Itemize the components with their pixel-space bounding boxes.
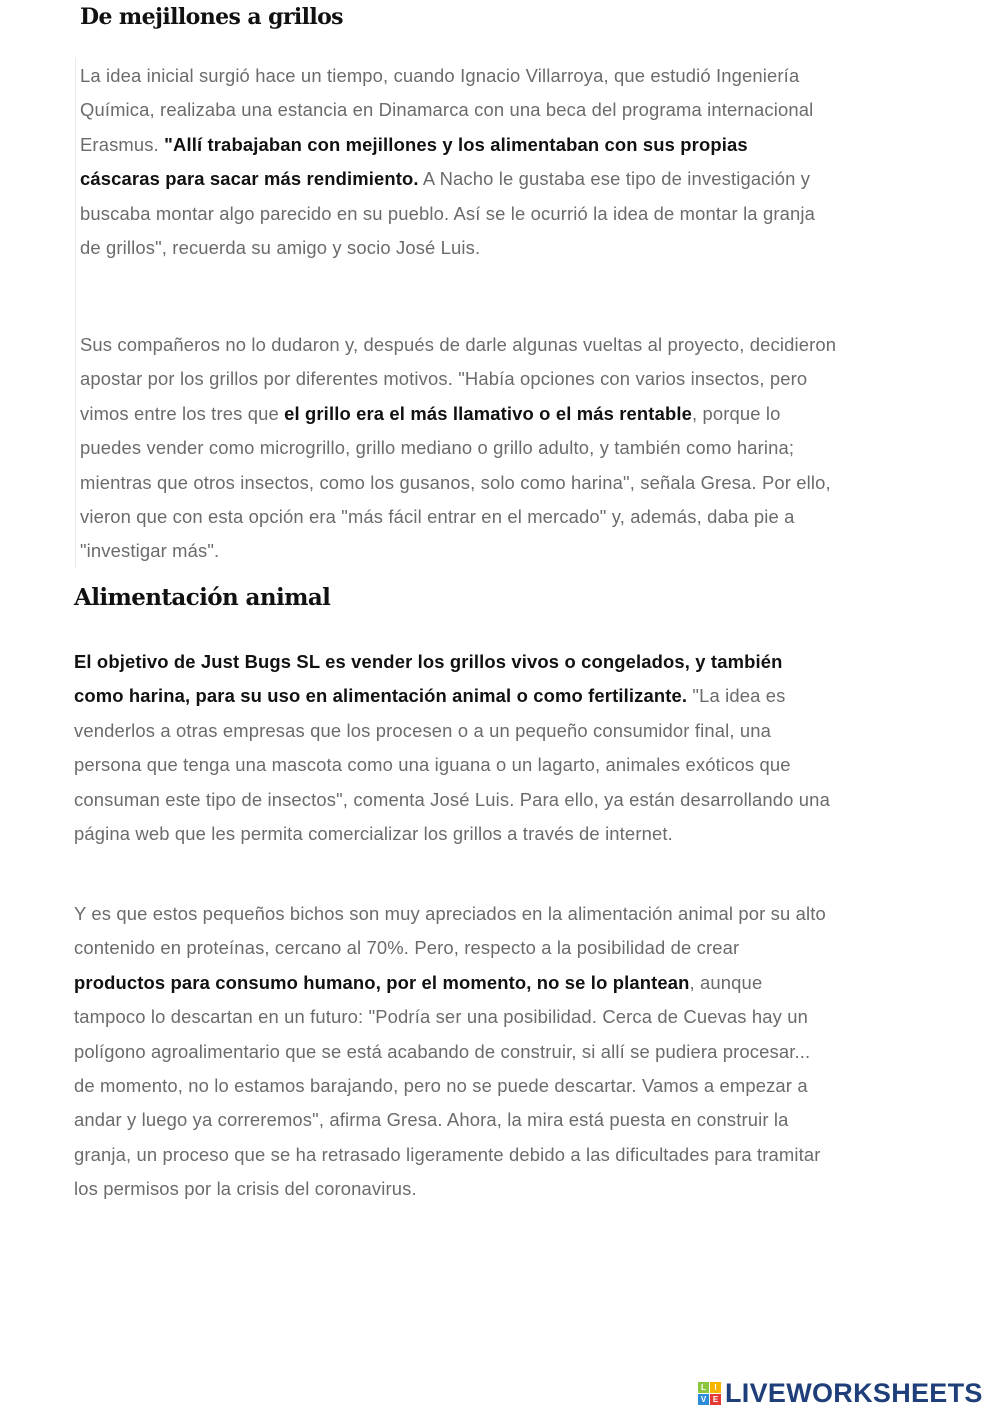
bold-text: "Allí trabajaban con mejillones y los alimentaban con sus propias (164, 133, 748, 155)
text-line (80, 397, 836, 431)
logo-text: LIVEWORKSHEETS (725, 1378, 983, 1408)
logo-block: L (698, 1382, 709, 1393)
text-line (74, 1000, 826, 1034)
body-text: Sus compañeros no lo dudaron y, después de darle algunas vueltas al proyecto, decidieron (80, 334, 837, 355)
bold-text: productos para consumo humano, por el momento, no se lo plantean (74, 971, 690, 993)
text-line (74, 1069, 826, 1103)
text-line (80, 500, 836, 534)
text-line (74, 714, 830, 748)
text-line (80, 128, 815, 162)
paragraph (80, 328, 836, 569)
body-text: apostar por los grillos por diferentes motivos. "Había opciones con varios insectos, pero (80, 368, 808, 390)
text-line (74, 966, 826, 1000)
text-line (74, 1172, 826, 1206)
text-line (80, 93, 815, 127)
paragraph (74, 897, 826, 1207)
section-heading: Alimentación animal (74, 584, 331, 611)
body-text: vieron que con esta opción era "más fácil entrar en el mercado" y, además, daba pie a (80, 505, 795, 527)
text-line (80, 362, 836, 396)
text-line (80, 328, 836, 362)
text-line (80, 197, 815, 231)
body-text: de grillos", recuerda su amigo y socio José Luis. (80, 236, 481, 258)
body-text: La idea inicial surgió hace un tiempo, cuando Ignacio Villarroya, que estudió Ingeniería (80, 65, 800, 86)
text-line (80, 162, 815, 196)
bold-text: como harina, para su uso en alimentación animal o como fertilizante. (74, 685, 688, 707)
text-line (80, 466, 836, 500)
body-text: "investigar más". (80, 540, 220, 562)
body-text: Erasmus. (80, 133, 165, 155)
body-text: mientras que otros insectos, como los gusanos, solo como harina", señala Gresa. Por ello, (80, 471, 831, 493)
text-line (74, 679, 830, 713)
text-line (74, 1103, 826, 1137)
body-text: Y es que estos pequeños bichos son muy apreciados en la alimentación animal por su alto (74, 903, 826, 924)
body-text: puedes vender como microgrillo, grillo mediano o grillo adulto, y también como harina; (80, 437, 795, 459)
text-line (74, 783, 830, 817)
paragraph (74, 645, 830, 851)
liveworksheets-logo (698, 1378, 983, 1409)
body-text: polígono agroalimentario que se está acabando de construir, si allí se pudiera procesar... (74, 1040, 811, 1062)
body-text: persona que tenga una mascota como una iguana o un lagarto, animales exóticos que (74, 754, 791, 776)
body-text: , aunque (689, 971, 763, 993)
text-line (80, 431, 836, 465)
logo-block: E (710, 1394, 721, 1405)
body-text: A Nacho le gustaba ese tipo de investigación y (418, 168, 811, 190)
body-text: buscaba montar algo parecido en su pueblo. Así se le ocurrió la idea de montar la granja (80, 202, 815, 224)
text-line (74, 897, 826, 931)
text-line (74, 645, 830, 679)
body-text: venderlos a otras empresas que los procesen o a un pequeño consumidor final, una (74, 719, 771, 741)
text-line (80, 59, 815, 93)
bold-text: cáscaras para sacar más rendimiento. (80, 168, 419, 190)
text-line (74, 931, 826, 965)
body-text: , porque lo (691, 402, 781, 424)
text-line (74, 817, 830, 851)
text-line (74, 748, 830, 782)
body-text: granja, un proceso que se ha retrasado ligeramente debido a las dificultades para tramitar (74, 1143, 821, 1165)
paragraph (80, 59, 815, 265)
body-text: de momento, no lo estamos barajando, pero no se puede descartar. Vamos a empezar a (74, 1074, 808, 1096)
text-line (74, 1138, 826, 1172)
body-text: tampoco lo descartan en un futuro: "Podría ser una posibilidad. Cerca de Cuevas hay un (74, 1006, 809, 1028)
body-text: los permisos por la crisis del coronavirus. (74, 1178, 417, 1200)
body-text: "La idea es (687, 685, 786, 707)
body-text: página web que les permita comercializar los grillos a través de internet. (74, 822, 673, 844)
section-heading: De mejillones a grillos (80, 4, 343, 30)
text-line (74, 1035, 826, 1069)
quote-border (75, 58, 76, 568)
body-text: contenido en proteínas, cercano al 70%. Pero, respecto a la posibilidad de crear (74, 937, 740, 959)
bold-text: El objetivo de Just Bugs SL es vender los grillos vivos o congelados, y también (74, 651, 783, 672)
bold-text: el grillo era el más llamativo o el más rentable (284, 402, 692, 424)
body-text: Química, realizaba una estancia en Dinamarca con una beca del programa internacional (80, 99, 814, 121)
logo-block: V (698, 1394, 709, 1405)
text-line (80, 534, 836, 568)
logo-block: I (710, 1382, 721, 1393)
text-line (80, 231, 815, 265)
body-text: vimos entre los tres que (80, 402, 285, 424)
body-text: andar y luego ya correremos", afirma Gresa. Ahora, la mira está puesta en construir la (74, 1109, 789, 1131)
body-text: consuman este tipo de insectos", comenta José Luis. Para ello, ya están desarrollando una (74, 788, 830, 810)
logo-blocks-icon (698, 1382, 721, 1405)
